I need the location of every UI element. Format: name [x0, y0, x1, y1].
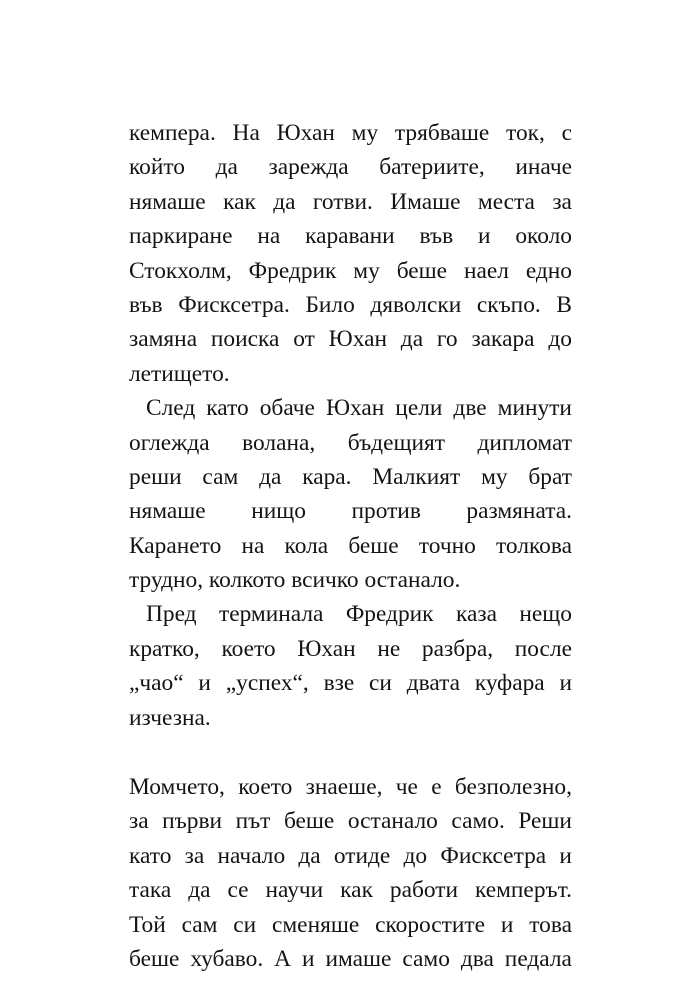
section-break: [129, 735, 572, 770]
text-line: трудно, колкото всичко останало.: [129, 567, 461, 594]
text-line: беше хубаво. А и имаше само два педала: [129, 945, 572, 972]
text-line: във Фисксетра. Било дяволски скъпо. В: [129, 291, 572, 318]
text-line: оглежда волана, бъдещият дипломат: [129, 429, 572, 456]
text-line: нямаше как да готви. Имаше места за: [129, 188, 572, 215]
text-line: Карането на кола беше точно толкова: [129, 532, 572, 559]
text-line: Момчето, което знаеше, че е безполезно,: [129, 774, 572, 801]
paragraph: [129, 597, 572, 735]
text-line: замяна поиска от Юхан да го закара до: [129, 326, 572, 353]
text-line: реши сам да кара. Малкият му брат: [129, 463, 572, 490]
text-line: нямаше нищо против размяната.: [129, 498, 572, 525]
body-text: [129, 116, 572, 976]
text-line: кратко, което Юхан не разбра, после: [129, 635, 572, 662]
text-line: Стокхолм, Фредрик му беше наел едно: [129, 257, 572, 284]
text-line: летището.: [129, 360, 230, 387]
text-line: Той сам си сменяше скоростите и това: [129, 911, 572, 938]
text-line: „чао“ и „успех“, взе си двата куфара и: [129, 670, 572, 697]
text-line: като за начало да отиде до Фисксетра и: [129, 842, 572, 869]
text-line: така да се научи как работи кемперът.: [129, 877, 572, 904]
paragraph: [129, 391, 572, 597]
text-line: паркиране на каравани във и около: [129, 223, 572, 250]
text-line: кемпера. На Юхан му трябваше ток, с: [129, 120, 572, 146]
text-line: изчезна.: [129, 704, 211, 731]
text-line: Пред терминала Фредрик каза нещо: [146, 601, 572, 628]
text-line: След като обаче Юхан цели две минути: [146, 395, 572, 422]
paragraph: [129, 770, 572, 976]
text-line: който да зарежда батериите, иначе: [129, 154, 572, 181]
text-line: за първи път беше останало само. Реши: [129, 808, 572, 835]
paragraph: [129, 116, 572, 391]
